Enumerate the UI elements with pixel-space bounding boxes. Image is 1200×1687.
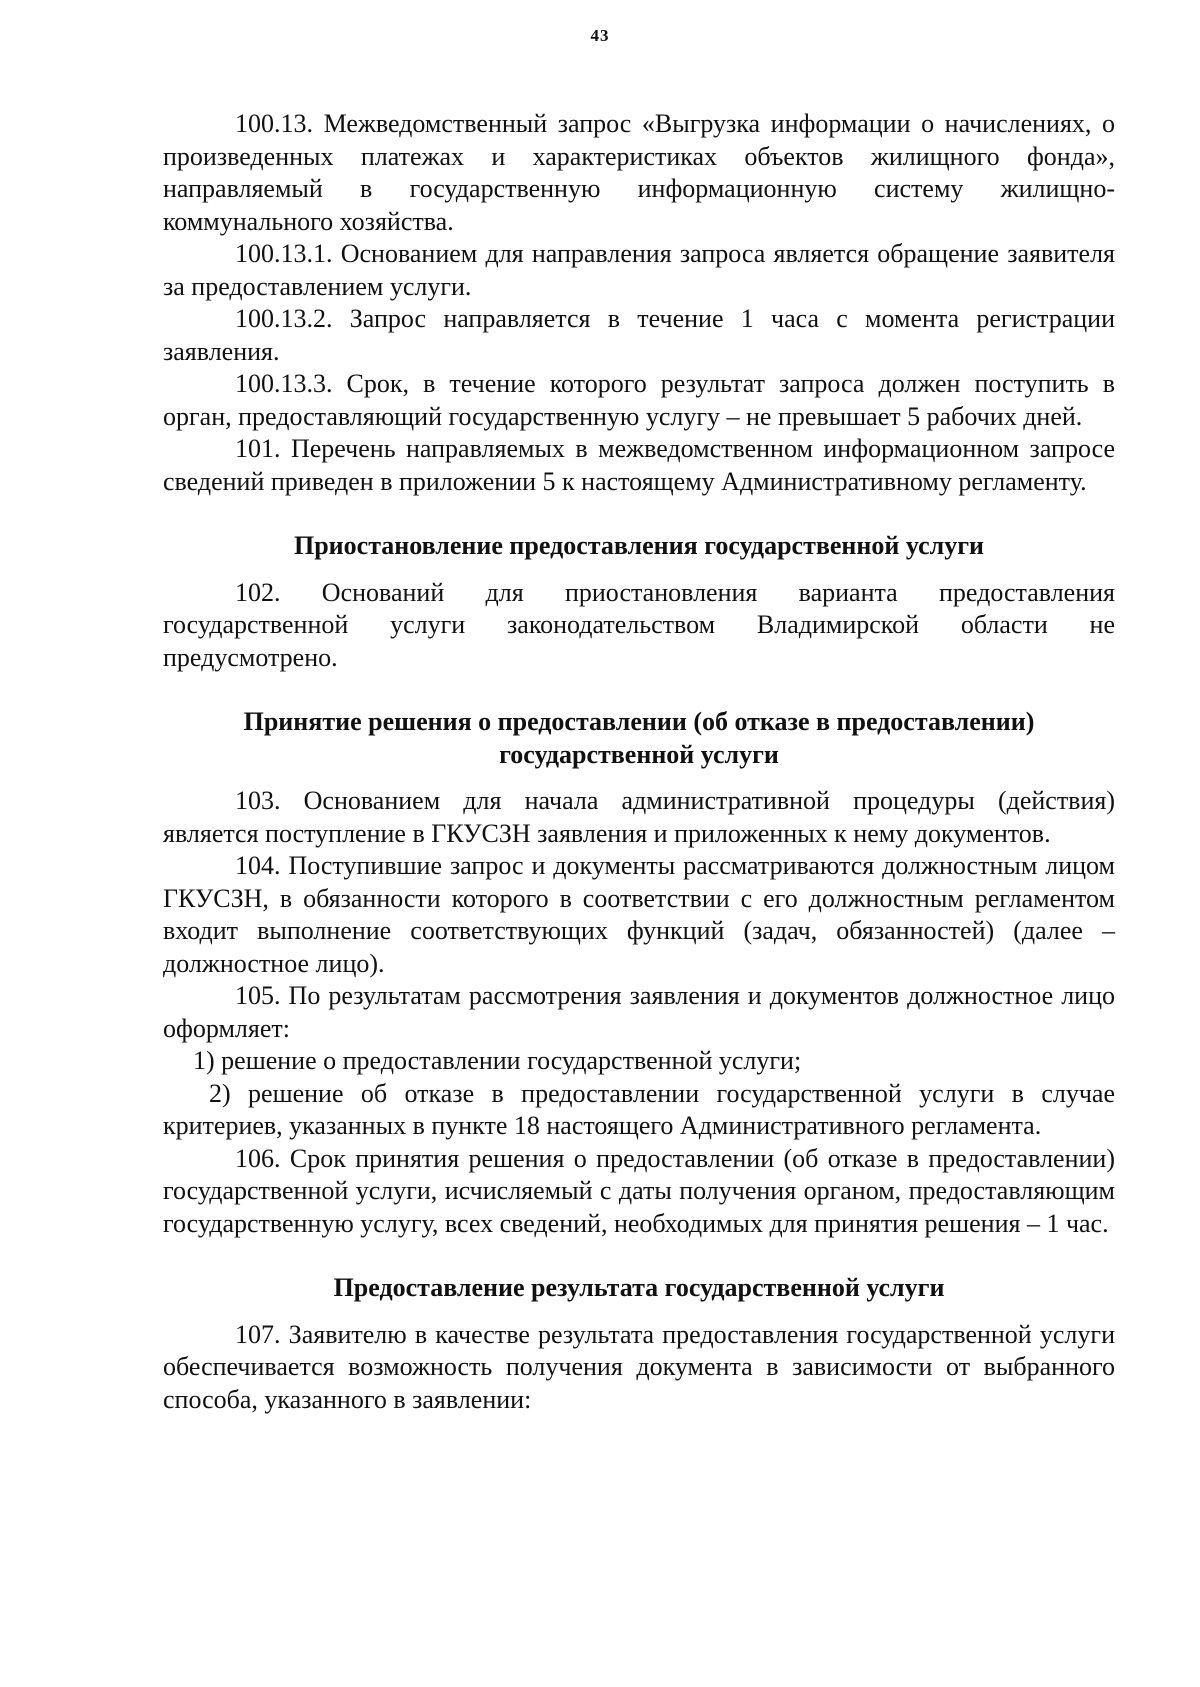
paragraph-100-13-3: 100.13.3. Срок, в течение которого результат запроса должен поступить в орган, предоставляющий государственную услугу – не превышает 5 рабочих дней. [163, 369, 1115, 431]
section-heading-result: Предоставление результата государственной услуги [333, 1273, 945, 1302]
list-item-1: 1) решение о предоставлении государственной услуги; [193, 1046, 802, 1075]
paragraph-103: 103. Основанием для начала административной процедуры (действия) является поступление в ГКУСЗН заявления и приложенных к нему документов. [163, 786, 1115, 848]
paragraph-106: 106. Срок принятия решения о предоставлении (об отказе в предоставлении) государственной услуги, исчисляемый с даты получения органом, предоставляющим государственную услугу, всех сведений, необходимых для принятия решения – 1 час. [163, 1143, 1115, 1238]
paragraph-100-13-1: 100.13.1. Основанием для направления запроса является обращение заявителя за предоставлением услуги. [163, 239, 1115, 301]
section-heading-suspension: Приостановление предоставления государственной услуги [293, 531, 984, 560]
paragraph-101: 101. Перечень направляемых в межведомственном информационном запросе сведений приведен в приложении 5 к настоящему Административному регламенту. [163, 434, 1115, 496]
paragraph-105: 105. По результатам рассмотрения заявления и документов должностное лицо оформляет: [163, 981, 1115, 1043]
paragraph-107: 107. Заявителю в качестве результата предоставления государственной услуги обеспечивается возможность получения документа в зависимости от выбранного способа, указанного в заявлении: [163, 1319, 1115, 1414]
document-body [163, 108, 1115, 1416]
section-heading-decision: Принятие решения о предоставлении (об отказе в предоставлении) государственной услуги [243, 707, 1035, 769]
page-number: 43 [590, 26, 610, 45]
paragraph-104: 104. Поступившие запрос и документы рассматриваются должностным лицом ГКУСЗН, в обязанности которого в соответствии с его должностным регламентом входит выполнение соответствующих функций (задач, обязанностей) (далее – должностное лицо). [163, 851, 1115, 978]
paragraph-100-13: 100.13. Межведомственный запрос «Выгрузка информации о начислениях, о произведенных платежах и характеристиках объектов жилищного фонда», направляемый в государственную информационную систему жилищно-коммунального хозяйства. [163, 109, 1115, 236]
paragraph-102: 102. Оснований для приостановления варианта предоставления государственной услуги законодательством Владимирской области не предусмотрено. [163, 577, 1115, 672]
list-item-2: 2) решение об отказе в предоставлении государственной услуги в случае критериев, указанных в пункте 18 настоящего Административного регламента. [163, 1078, 1115, 1140]
paragraph-100-13-2: 100.13.2. Запрос направляется в течение 1 часа с момента регистрации заявления. [163, 304, 1115, 366]
